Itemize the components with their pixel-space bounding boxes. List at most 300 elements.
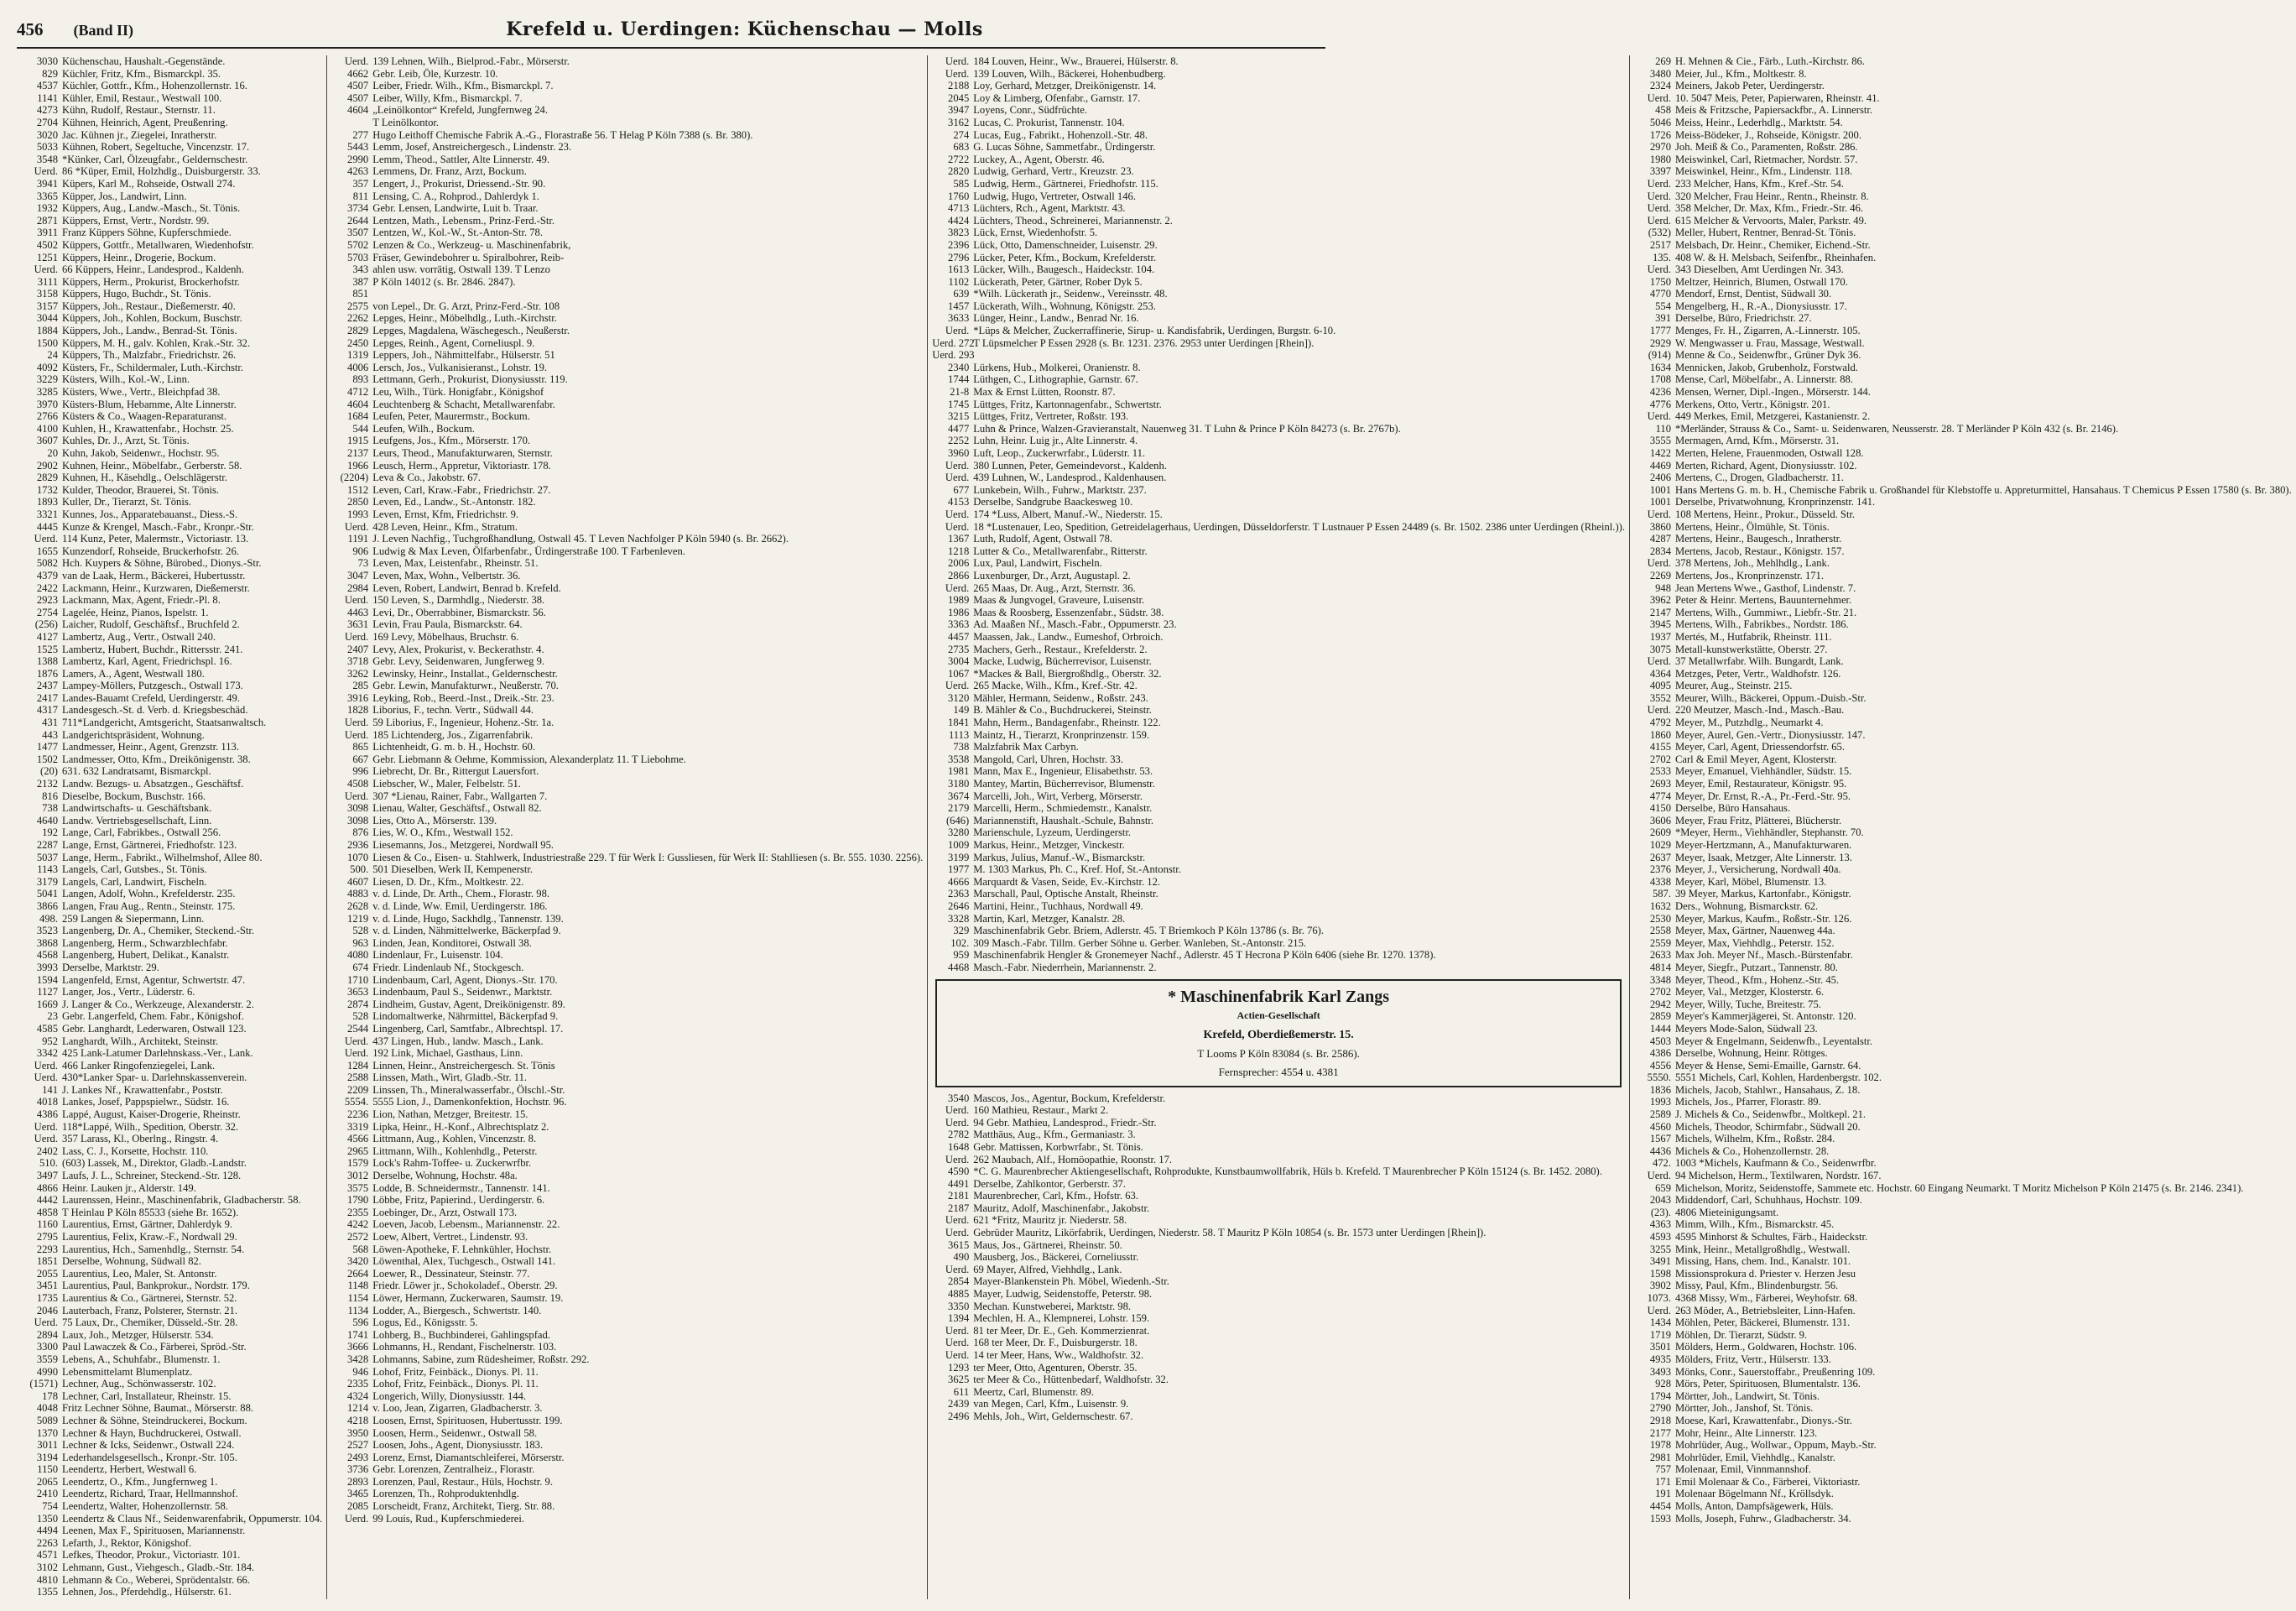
entry-phone-number: 2187 [948, 1202, 970, 1214]
entry-text: Küppers, M. H., galv. Kohlen, Krak.-Str. 32. [62, 336, 251, 349]
directory-entry [932, 117, 1625, 129]
directory-entry [331, 1207, 923, 1219]
entry-phone-number: 1735 [36, 1291, 58, 1304]
directory-entry [331, 1463, 923, 1476]
entry-text: Leuchtenberg & Schacht, Metallwarenfabr. [372, 398, 555, 410]
entry-phone-number: 2923 [36, 594, 58, 607]
entry-text: Meyer, M., Putzhdlg., Neumarkt 4. [1675, 717, 1824, 729]
directory-entry [932, 1410, 1625, 1423]
directory-entry [1634, 1439, 2292, 1452]
directory-entry [1634, 1084, 2292, 1097]
entry-text: Mohrlüder, Emil, Viehhdlg., Kanalstr. [1675, 1451, 1835, 1463]
directory-entry [1634, 325, 2292, 337]
entry-phone-number: 3718 [347, 655, 369, 668]
column-3 [928, 55, 1630, 1599]
directory-entry [21, 1047, 322, 1060]
directory-entry [331, 826, 923, 839]
directory-entry [932, 1104, 1625, 1117]
directory-entry [21, 1390, 322, 1403]
entry-text: Lindheim, Gustav, Agent, Dreikönigenstr. 89. [372, 998, 565, 1010]
entry-text: Mohrlüder, Aug., Wollwar., Oppum, Mayb.-Str. [1675, 1439, 1877, 1452]
entry-phone-number: 811 [352, 190, 369, 202]
entry-phone-number: 1986 [948, 606, 970, 618]
directory-entry [21, 668, 322, 680]
entry-text: Lackmann, Heinr., Kurzwaren, Dießemerstr. [62, 581, 250, 594]
directory-entry [932, 949, 1625, 962]
directory-entry [331, 1427, 923, 1440]
entry-text: Mertens, Jos., Kronprinzenstr. 171. [1675, 569, 1824, 581]
entry-phone-number: 2704 [36, 116, 58, 128]
directory-entry [932, 288, 1625, 300]
entry-phone-number: 2046 [36, 1304, 58, 1316]
entry-phone-number: 1981 [948, 765, 970, 778]
directory-entry [1634, 300, 2292, 313]
entry-text: Meertz, Carl, Blumenstr. 89. [973, 1385, 1094, 1398]
entry-phone-number: 4263 [347, 165, 369, 178]
entry-phone-number: 3262 [347, 667, 369, 680]
entry-phone-number: 2702 [1649, 753, 1671, 765]
entry-text: Lück, Ernst, Wiedenhofstr. 5. [973, 227, 1098, 239]
entry-phone-number: 1836 [1649, 1083, 1671, 1096]
entry-text: Mennicken, Jakob, Grubenholz, Forstwald. [1675, 361, 1858, 373]
entry-phone-number: 3607 [36, 435, 58, 447]
directory-entry [932, 447, 1625, 460]
directory-entry [1634, 741, 2292, 753]
entry-text: Lücker, Peter, Kfm., Bockum, Krefelderstr. [973, 251, 1157, 263]
entry-text: Küchler, Fritz, Kfm., Bismarckpl. 35. [62, 67, 221, 80]
directory-entry [1634, 410, 2292, 423]
directory-entry [331, 362, 923, 374]
directory-entry [932, 1337, 1625, 1349]
directory-entry [1634, 1035, 2292, 1048]
entry-text: 466 Lanker Ringofenziegelei, Lank. [62, 1059, 216, 1071]
entry-phone-number: 4386 [1649, 1047, 1671, 1060]
directory-entry [1634, 496, 2292, 508]
entry-text: Meis & Fritzsche, Papiersackfbr., A. Linnerstr. [1675, 104, 1873, 117]
entry-phone-number: 1009 [948, 839, 970, 851]
entry-phone-number: 4537 [36, 80, 58, 92]
entry-phone-number: 3962 [1649, 594, 1671, 607]
entry-phone-number: 1434 [1649, 1316, 1671, 1329]
entry-phone-number: 3960 [948, 447, 970, 459]
directory-entry [21, 1525, 322, 1537]
entry-text: Küppers, Th., Malzfabr., Friedrichstr. 26. [62, 349, 237, 362]
directory-entry [1634, 570, 2292, 582]
entry-phone-number: 4454 [1649, 1500, 1671, 1513]
entry-text: Kuhn, Jakob, Seidenwr., Hochstr. 95. [62, 447, 220, 459]
directory-entry [932, 362, 1625, 374]
directory-entry [1634, 1292, 2292, 1305]
entry-phone-number: 490 [953, 1251, 970, 1264]
directory-entry [932, 1275, 1625, 1288]
directory-entry [21, 1145, 322, 1158]
directory-entry [1634, 998, 2292, 1011]
entry-text: 378 Mertens, Joh., Mehlhdlg., Lank. [1675, 557, 1830, 570]
directory-entry [932, 508, 1625, 521]
entry-phone-number: Uerd. 293 [932, 349, 975, 362]
entry-phone-number: 2644 [347, 214, 369, 227]
entry-phone-number: 4814 [1649, 961, 1671, 973]
entry-text: Lorenzen, Paul, Restaur., Hüls, Hochstr. 9. [372, 1475, 553, 1488]
entry-phone-number: 2527 [347, 1439, 369, 1452]
entry-text: Lohmanns, Sabine, zum Rüdesheimer, Roßstr. 292. [372, 1353, 590, 1365]
entry-text: Liesemanns, Jos., Metzgerei, Nordwall 95. [372, 839, 554, 851]
entry-phone-number: Uerd. [344, 790, 369, 802]
directory-entry [331, 1488, 923, 1500]
directory-entry [21, 1133, 322, 1145]
entry-text: ahlen usw. vorrätig, Ostwall 139. T Lenzo [372, 263, 550, 276]
entry-text: Meltzer, Heinrich, Blumen, Ostwall 170. [1675, 275, 1848, 288]
directory-entry [331, 508, 923, 521]
entry-text: Luth, Rudolf, Agent, Ostwall 78. [973, 533, 1113, 545]
directory-entry [932, 349, 1625, 362]
directory-entry [21, 165, 322, 178]
entry-phone-number: 2363 [948, 888, 970, 900]
directory-entry [932, 165, 1625, 178]
entry-phone-number: 3030 [36, 55, 58, 67]
entry-text: Leendertz, Walter, Hohenzollernstr. 58. [62, 1500, 228, 1513]
directory-entry [331, 655, 923, 668]
entry-phone-number: 2575 [347, 300, 369, 312]
entry-text: Kühnen, Heinrich, Agent, Preußenring. [62, 116, 228, 128]
directory-entry [331, 1047, 923, 1060]
directory-entry [1634, 129, 2292, 142]
entry-phone-number: 4095 [1649, 680, 1671, 692]
entry-text: Marquardt & Vasen, Seide, Ev.-Kirchstr. 12. [973, 875, 1161, 888]
entry-phone-number: 2572 [347, 1231, 369, 1243]
directory-entry [331, 1439, 923, 1452]
entry-text: Langen, Frau Aug., Rentn., Steinstr. 175. [62, 899, 236, 912]
entry-text: Möhlen, Dr. Tierarzt, Südstr. 9. [1675, 1328, 1808, 1341]
directory-entry [1634, 1047, 2292, 1060]
directory-entry [21, 104, 322, 117]
columns [17, 55, 2292, 1599]
entry-phone-number: Uerd. [344, 520, 369, 533]
entry-phone-number: 2834 [1649, 545, 1671, 557]
entry-text: Leyking, Rob., Beerd.-Inst., Dreik.-Str. 23. [372, 691, 554, 704]
entry-phone-number: Uerd. [945, 55, 970, 67]
directory-entry [1634, 472, 2292, 484]
directory-entry [1634, 288, 2292, 300]
directory-entry [1634, 362, 2292, 374]
directory-entry [1634, 1353, 2292, 1366]
entry-phone-number: 4273 [36, 104, 58, 117]
entry-text: Gebr. Lewin, Manufakturwr., Neußerstr. 70. [372, 680, 559, 692]
entry-phone-number: 1293 [948, 1361, 970, 1374]
entry-text: Luhn & Prince, Walzen-Gravieranstalt, Nauenweg 31. T Luhn & Prince P Köln 84273 (s. Br. 2767b). [973, 422, 1401, 435]
directory-entry [21, 986, 322, 998]
entry-text: W. Mengwasser u. Frau, Massage, Westwall. [1675, 336, 1865, 349]
entry-phone-number: Uerd. [344, 1512, 369, 1525]
directory-entry [21, 1194, 322, 1207]
entry-phone-number: 554 [1655, 300, 1671, 312]
entry-phone-number: 1113 [948, 728, 970, 741]
entry-text: Mertens, Wilh., Fabrikbes., Nordstr. 186. [1675, 618, 1849, 631]
entry-phone-number: 1989 [948, 594, 970, 607]
entry-phone-number: 3365 [36, 190, 58, 202]
entry-phone-number: 3947 [948, 104, 970, 117]
entry-text: Lepges, Magdalena, Wäschegesch., Neußerstr. [372, 325, 570, 337]
entry-phone-number: 3868 [36, 936, 58, 949]
entry-phone-number: 1141 [37, 91, 58, 104]
entry-phone-number: 192 [42, 826, 58, 839]
entry-phone-number: 2894 [36, 1328, 58, 1341]
entry-phone-number: 3451 [36, 1280, 58, 1292]
directory-entry [1634, 1071, 2292, 1084]
page-header [17, 18, 1325, 47]
entry-phone-number: 829 [42, 67, 58, 80]
entry-text: Kuhnen, H., Käsehdlg., Oelschlägerstr. [62, 472, 227, 484]
entry-phone-number: 5041 [36, 888, 58, 900]
entry-text: 192 Link, Michael, Gasthaus, Linn. [372, 1047, 523, 1060]
entry-text: Lenzen & Co., Werkzeug- u. Maschinenfabrik, [372, 238, 571, 251]
entry-text: 233 Melcher, Hans, Kfm., Kref.-Str. 54. [1675, 177, 1844, 190]
entry-text: 309 Masch.-Fabr. Tillm. Gerber Söhne u. Gerber. Wanleben, St.-Antonstr. 215. [973, 936, 1307, 949]
entry-text: 86 *Küper, Emil, Holzhdlg., Duisburgerstr. 33. [62, 165, 261, 178]
directory-entry [1634, 826, 2292, 839]
directory-entry [331, 460, 923, 472]
directory-entry [1634, 913, 2292, 925]
directory-entry [331, 154, 923, 166]
entry-text: Lefarth, J., Rektor, Königshof. [62, 1536, 192, 1549]
entry-phone-number: 4468 [948, 961, 970, 973]
directory-entry [331, 472, 923, 484]
entry-text: Fritz Lechner Söhne, Baumat., Mörserstr. 88. [62, 1402, 254, 1415]
entry-text: Melsbach, Dr. Heinr., Chemiker, Eichend.-Str. [1675, 238, 1871, 251]
directory-entry [932, 68, 1625, 81]
entry-text: J. Lankes Nf., Krawattenfabr., Poststr. [62, 1083, 223, 1096]
entry-phone-number: 865 [352, 741, 369, 753]
entry-text: Lucas, C. Prokurist, Tannenstr. 104. [973, 116, 1125, 128]
directory-entry [1634, 839, 2292, 852]
entry-phone-number: 3180 [948, 778, 970, 790]
column-4 [1630, 55, 2296, 1599]
directory-entry [1634, 937, 2292, 950]
entry-phone-number: 343 [352, 263, 369, 276]
entry-text: Maintz, H., Tierarzt, Kronprinzenstr. 159. [973, 728, 1150, 741]
entry-text: Lock's Rahm-Toffee- u. Zuckerwrfbr. [372, 1157, 532, 1170]
entry-text: Maschinenfabrik Hengler & Gronemeyer Nachf., Adlerstr. 45 T Hecrona P Köln 6406 (siehe Br. 1270. 1378). [973, 949, 1436, 962]
entry-text: Küppers, Herm., Prokurist, Brockerhofstr. [62, 275, 240, 288]
directory-entry [331, 521, 923, 534]
entry-text: v. d. Linde, Dr. Arth., Chem., Florastr. 98. [372, 888, 550, 900]
entry-phone-number: Uerd. [945, 1214, 970, 1227]
directory-entry [932, 570, 1625, 582]
directory-entry [932, 815, 1625, 827]
directory-entry [932, 839, 1625, 852]
directory-entry [1634, 386, 2292, 399]
entry-phone-number: 946 [352, 1365, 369, 1378]
directory-entry [331, 1513, 923, 1525]
entry-text: Merten, Helene, Frauenmoden, Ostwall 128. [1675, 447, 1864, 459]
entry-text: Mascos, Jos., Agentur, Bockum, Krefelderstr. [973, 1092, 1166, 1104]
entry-text: *Merländer, Strauss & Co., Samt- u. Seidenwaren, Neusserstr. 28. T Merländer P Köln 432 (s. Br. 2146). [1675, 422, 2119, 435]
entry-text: 37 Metallwrfabr. Wilh. Bungardt, Lank. [1675, 655, 1844, 668]
entry-text: van de Laak, Herm., Bäckerei, Hubertusstr. [62, 569, 246, 581]
directory-entry [21, 1463, 322, 1476]
entry-phone-number: 1143 [37, 863, 58, 876]
entry-phone-number: 4491 [948, 1177, 970, 1190]
entry-phone-number: 4607 [347, 875, 369, 888]
entry-text: Mahn, Herm., Bandagenfabr., Rheinstr. 122. [973, 717, 1161, 729]
entry-text: Marschall, Paul, Optische Anstalt, Rheinstr. [973, 888, 1158, 900]
entry-phone-number: 1794 [1649, 1389, 1671, 1402]
entry-text: Lehmann & Co., Weberei, Sprödentalstr. 66. [62, 1573, 250, 1586]
entry-text: Loy, Gerhard, Metzger, Dreikönigenstr. 14. [973, 80, 1157, 92]
entry-text: Luft, Leop., Zuckerwrfabr., Lüderstr. 11. [973, 447, 1146, 459]
entry-text: Mönks, Conr., Sauerstoffabr., Preußenring 109. [1675, 1365, 1876, 1378]
entry-text: 10. 5047 Meis, Peter, Papierwaren, Rheinstr. 41. [1675, 91, 1880, 104]
entry-text: Lechner, Aug., Schönwasserstr. 102. [62, 1378, 216, 1390]
entry-phone-number: 3950 [347, 1426, 369, 1439]
entry-text: Lagelée, Heinz, Pianos, Ispelstr. 1. [62, 606, 209, 618]
entry-phone-number: 5703 [347, 251, 369, 263]
directory-entry [932, 1301, 1625, 1313]
entry-phone-number: 4092 [36, 361, 58, 373]
entry-text: Lohof, Fritz, Feinbäck., Dionys. Pl. 11. [372, 1365, 539, 1378]
entry-text: Meyers Mode-Salon, Südwall 23. [1675, 1022, 1818, 1035]
entry-phone-number: 2559 [1649, 936, 1671, 949]
directory-entry [21, 1537, 322, 1550]
entry-phone-number: Uerd. [34, 1133, 58, 1145]
directory-entry [1634, 1280, 2292, 1292]
directory-entry [932, 141, 1625, 154]
directory-entry [1634, 863, 2292, 876]
entry-phone-number: 178 [42, 1389, 58, 1402]
entry-text: Lechner & Hayn, Buchdruckerei, Ostwall. [62, 1426, 242, 1439]
entry-phone-number: 1422 [1649, 447, 1671, 459]
entry-phone-number: Uerd. [945, 1337, 970, 1349]
entry-phone-number: Uerd. [945, 680, 970, 692]
entry-phone-number: Uerd. [1647, 202, 1671, 215]
header-rule [17, 47, 1325, 49]
entry-phone-number: 2533 [1649, 765, 1671, 778]
entry-text: Meiss, Heinr., Lederhdlg., Marktstr. 54. [1675, 116, 1843, 128]
entry-text: Loebinger, Dr., Arzt, Ostwall 173. [372, 1206, 518, 1218]
entry-phone-number: 3300 [36, 1341, 58, 1353]
entry-text: Ludwig, Gerhard, Vertr., Kreuzstr. 23. [973, 165, 1134, 178]
entry-text: 425 Lank-Latumer Darlehnskass.-Ver., Lank. [62, 1047, 253, 1060]
directory-entry [331, 312, 923, 325]
directory-entry [1634, 765, 2292, 778]
directory-entry [21, 1243, 322, 1256]
entry-text: Kuller, Dr., Tierarzt, St. Tönis. [62, 496, 191, 508]
entry-phone-number: 1932 [36, 202, 58, 215]
entry-phone-number: Uerd. [344, 630, 369, 643]
entry-phone-number: 3615 [948, 1238, 970, 1251]
entry-text: Maas & Jungvogel, Graveure, Luisenstr. [973, 594, 1145, 607]
entry-phone-number: 3102 [36, 1561, 58, 1574]
directory-entry [331, 300, 923, 313]
directory-entry [331, 227, 923, 239]
directory-entry [21, 753, 322, 766]
entry-phone-number: 851 [352, 288, 369, 300]
directory-entry [1634, 1255, 2292, 1268]
directory-entry [331, 1255, 923, 1268]
directory-entry [1634, 92, 2292, 105]
directory-entry [331, 1071, 923, 1084]
entry-text: Derselbe, Wohnung, Südwall 82. [62, 1255, 201, 1268]
entry-text: Michels & Co., Hohenzollernstr. 28. [1675, 1144, 1830, 1157]
entry-text: Küppers, Gottfr., Metallwaren, Wiedenhofstr. [62, 238, 254, 251]
entry-phone-number: Uerd. [1647, 91, 1671, 104]
entry-text: Mörtter, Joh., Janshof, St. Tönis. [1675, 1402, 1814, 1415]
directory-entry [331, 1329, 923, 1342]
entry-text: Littmann, Aug., Kohlen, Vincenzstr. 8. [372, 1133, 537, 1145]
entry-text: Mertens, C., Drogen, Gladbacherstr. 11. [1675, 472, 1844, 484]
entry-phone-number: 4236 [1649, 386, 1671, 399]
entry-phone-number: 4662 [347, 67, 369, 80]
column-3-top [932, 55, 1625, 974]
entry-phone-number: 4442 [36, 1194, 58, 1207]
directory-entry [932, 692, 1625, 705]
entry-text: Langhardt, Wilh., Architekt, Steinstr. [62, 1035, 219, 1047]
entry-phone-number: 3348 [1649, 973, 1671, 986]
directory-entry [932, 545, 1625, 558]
directory-entry [932, 435, 1625, 447]
directory-entry [21, 1574, 322, 1587]
entry-text: Jac. Kühnen jr., Ziegelei, Inratherstr. [62, 128, 217, 141]
entry-phone-number: 3480 [1649, 67, 1671, 80]
directory-entry [331, 729, 923, 742]
directory-entry [331, 1108, 923, 1121]
entry-phone-number: 2417 [36, 691, 58, 704]
directory-entry [21, 484, 322, 497]
directory-entry [21, 925, 322, 937]
entry-phone-number: Uerd. [1647, 1170, 1671, 1182]
entry-text: Mantey, Martin, Bücherrevisor, Blumenstr. [973, 778, 1155, 790]
directory-entry [1634, 1329, 2292, 1342]
entry-phone-number: 1655 [36, 545, 58, 557]
directory-entry [1634, 104, 2292, 117]
directory-entry [331, 117, 923, 129]
directory-entry [932, 521, 1625, 534]
entry-phone-number: 2085 [347, 1500, 369, 1513]
entry-phone-number: (20) [40, 765, 58, 778]
directory-entry [932, 753, 1625, 766]
directory-entry [1634, 607, 2292, 619]
entry-phone-number: 3736 [347, 1463, 369, 1476]
entry-phone-number: Uerd. [1647, 557, 1671, 570]
directory-entry [331, 239, 923, 252]
entry-phone-number: 2236 [347, 1108, 369, 1121]
entry-phone-number: 3916 [347, 691, 369, 704]
directory-entry [1634, 1243, 2292, 1256]
directory-entry [932, 655, 1625, 668]
entry-text: Menges, Fr. H., Zigarren, A.-Linnerstr. 105. [1675, 325, 1861, 337]
entry-text: Friedr. Löwer jr., Schokoladef., Oberstr. 29. [372, 1280, 558, 1292]
entry-text: Loyens, Conr., Südfrüchte. [973, 104, 1087, 117]
directory-entry [932, 496, 1625, 508]
directory-entry [21, 1255, 322, 1268]
directory-entry [331, 484, 923, 497]
directory-entry [331, 949, 923, 962]
directory-entry [331, 1341, 923, 1353]
entry-phone-number: 4155 [1649, 741, 1671, 753]
entry-phone-number: 3363 [948, 618, 970, 631]
directory-entry [932, 680, 1625, 692]
directory-entry [331, 1415, 923, 1427]
directory-entry [932, 741, 1625, 753]
entry-text: Derselbe, Marktstr. 29. [62, 961, 159, 973]
entry-text: Lensing, C. A., Rohprod., Dahlerdyk 1. [372, 190, 539, 202]
entry-text: 139 Louven, Wilh., Bäckerei, Hohenbudberg. [973, 67, 1166, 80]
entry-phone-number: 3004 [948, 655, 970, 668]
entry-text: Küsters, Fr., Schildermaler, Luth.-Kirchstr. [62, 361, 243, 373]
entry-phone-number: 2006 [948, 557, 970, 570]
entry-phone-number: 2209 [347, 1083, 369, 1096]
directory-entry [1634, 644, 2292, 656]
